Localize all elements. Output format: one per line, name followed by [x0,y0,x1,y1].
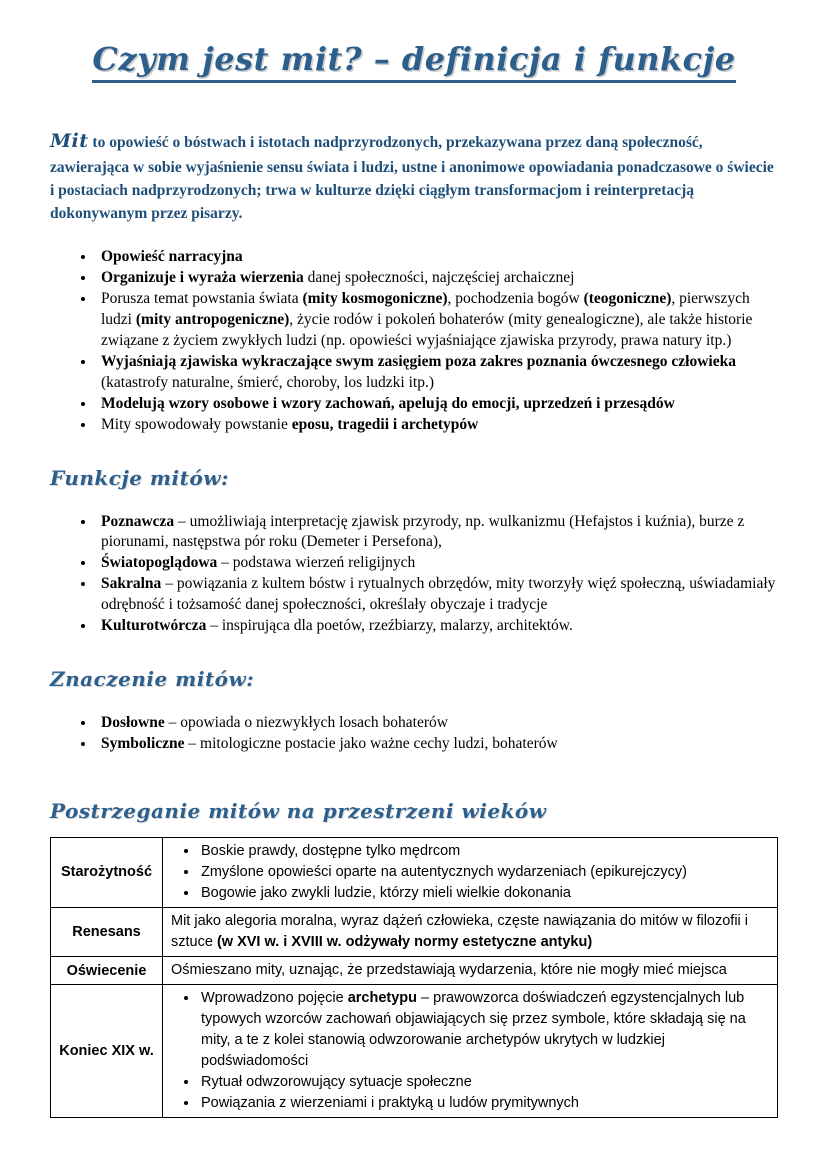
list-item [96,289,778,352]
text-segment: – podstawa wierzeń religijnych [217,554,416,572]
list-item [199,841,769,862]
list-item [96,268,778,289]
text-segment: Modelują wzory osobowe i wzory zachowań, apelują do emocji, uprzedzeń i przesądów [101,394,675,412]
section-heading-perception: Postrzeganie mitów na przestrzeni wieków [50,798,547,823]
table-row [51,837,778,907]
text-segment: danej społeczności, najczęściej archaicznej [303,269,575,287]
text-segment: Kulturotwórcza [101,617,207,635]
list-item [96,352,778,394]
text-segment: – prawowzorca doświadczeń egzystencjalnych lub typowych wzorców zachowań objawiających się przez symbole, które składają się na mity, a te z kolei stanowią odwzorowanie archetypów ukrytych w ludzkiej podświadomości [201,990,746,1070]
functions-list [50,512,778,638]
list-item [199,862,769,883]
text-segment: Światopoglądowa [101,554,218,572]
content-cell [163,985,778,1118]
text-segment: Mity spowodowały powstanie [101,415,292,433]
text-segment: – mitologiczne postacie jako ważne cechy ludzi, bohaterów [184,735,558,752]
text-segment: Organizuje i wyraża wierzenia [101,269,304,287]
text-segment: Boskie prawdy, dostępne tylko mędrcom [201,842,461,859]
list-item [96,713,778,734]
period-cell-starozytnosc: Starożytność [51,837,163,907]
list-item [199,988,769,1072]
text-segment: (katastrofy naturalne, śmierć, choroby, los ludzki itp.) [101,373,435,391]
text-segment: Opowieść narracyjna [101,248,243,266]
period-cell-oswiecenie: Oświecenie [51,957,163,985]
list-item [96,553,778,574]
intro-lead-word: Mit [50,130,89,152]
list-item [199,1093,769,1114]
content-cell [163,837,778,907]
text-segment: , życie rodów i pokoleń bohaterów (mity genealogiczne), ale także historie związane z życiem zwykłych ludzi (np. opowieści wyjaśniające zjawiska przyrody, prawa natury itp.) [101,311,753,349]
text-segment: Wprowadzono pojęcie [201,990,348,1007]
text-segment: – umożliwiają interpretację zjawisk przyrody, np. wulkanizmu (Hefajstos i kuźnia), burze z piorunami, następstwa pór roku (Demeter i Persefona), [101,512,745,551]
list-item [96,415,778,436]
text-segment: (w XVI w. i XVIII w. odżywały normy estetyczne antyku) [216,933,593,950]
text-segment: Porusza temat powstania świata [101,290,303,308]
text-segment: – inspirująca dla poetów, rzeźbiarzy, malarzy, architektów. [206,617,573,635]
text-segment: – powiązania z kultem bóstw i rytualnych obrzędów, mity tworzyły więź społeczną, uświadamiały odrębność i tożsamość danej społeczności, określały obyczaje i tradycje [101,575,776,614]
perception-table [50,837,778,1118]
intro-text: to opowieść o bóstwach i istotach nadprzyrodzonych, przekazywana przez daną społeczność, zawierająca w sobie wyjaśnienie sensu świata i ludzi, ustne i anonimowe opowiadania ponadczasowe o świecie i postaciach nadprzyrodzonych; trwa w kulturze dzięki ciągłym transformacjom i reinterpretacją dokonywanym przez pisarzy. [50,134,774,222]
list-item [96,394,778,415]
table-bullet-list [171,988,769,1114]
definition-list [50,247,778,435]
text-segment: Dosłowne [101,714,165,732]
section-heading-functions: Funkcje mitów: [50,465,229,490]
table-row [51,907,778,956]
text-segment: (mity kosmogoniczne) [302,290,448,308]
table-row [51,985,778,1118]
table-bullet-list [171,841,769,904]
list-item [96,512,778,554]
page-title-text: Czym jest mit? – definicja i funkcje [92,40,735,83]
intro-paragraph [50,127,778,225]
text-segment: Powiązania z wierzeniami i praktyką u ludów prymitywnych [201,1095,579,1112]
text-segment: Rytuał odwzorowujący sytuacje społeczne [201,1074,472,1091]
text-segment: Symboliczne [101,735,185,752]
list-item [96,247,778,268]
list-item [199,883,769,904]
period-cell-renesans: Renesans [51,907,163,956]
meaning-list [50,713,778,755]
table-row [51,957,778,985]
text-segment: , pierwszych ludzi [101,290,750,329]
text-segment: Wyjaśniają zjawiska wykraczające swym zasięgiem poza zakres poznania ówczesnego człowieka [101,352,736,370]
text-segment: (mity antropogeniczne) [135,311,290,329]
list-item [96,616,778,637]
content-cell [163,907,778,956]
text-segment: , pochodzenia bogów [447,290,584,308]
text-segment: eposu, tragedii i archetypów [291,415,479,433]
list-item [96,574,778,616]
list-item [96,734,778,755]
page-title [50,40,778,83]
text-segment: (teogoniczne) [583,290,672,308]
text-segment: – opowiada o niezwykłych losach bohaterów [164,714,448,732]
list-item [199,1072,769,1093]
text-segment: Bogowie jako zwykli ludzie, którzy mieli wielkie dokonania [201,884,571,901]
text-segment: archetypu [347,990,418,1007]
text-segment: Sakralna [101,575,162,593]
text-segment: Poznawcza [101,512,175,530]
content-cell [163,957,778,985]
period-cell-koniec-xix: Koniec XIX w. [51,985,163,1118]
section-heading-meaning: Znaczenie mitów: [50,667,255,692]
text-segment: Mit jako alegoria moralna, wyraz dążeń człowieka, częste nawiązania do mitów w filozofii i sztuce [171,912,749,950]
text-segment: Ośmieszano mity, uznając, że przedstawiają wydarzenia, które nie mogły mieć miejsca [171,962,727,978]
text-segment: Zmyślone opowieści oparte na autentycznych wydarzeniach (epikurejczycy) [201,863,687,880]
